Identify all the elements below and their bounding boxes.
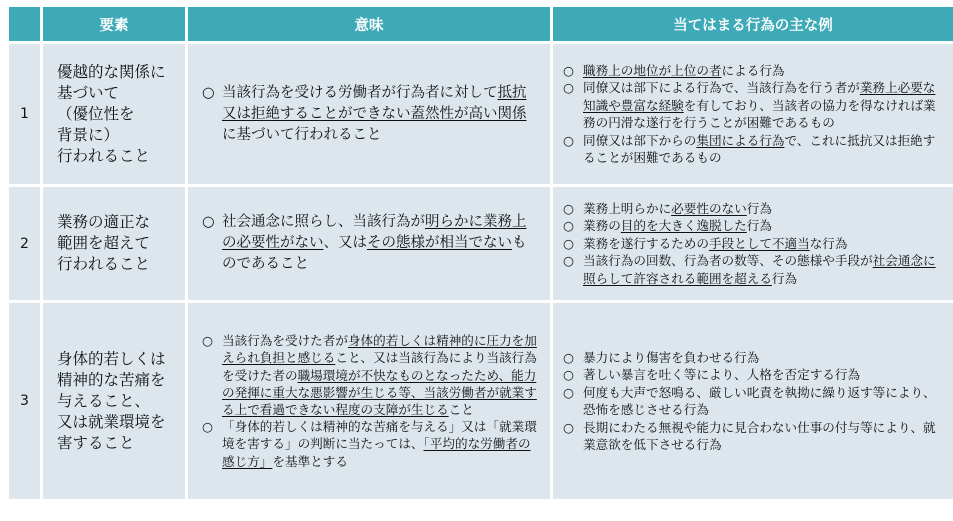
circle-bullet-icon: ○ — [202, 84, 215, 101]
element-line: 業務の適正な — [57, 213, 151, 231]
element-line: 又は就業環境を — [57, 412, 166, 431]
item-text — [583, 235, 947, 253]
element-cell — [43, 44, 185, 184]
text-segment: 、又は — [323, 235, 367, 251]
table-row — [9, 303, 953, 499]
underlined-text: 身体的若しくは精神的に圧力を加えられ負担と感じる — [222, 333, 537, 366]
list-item — [563, 62, 947, 80]
text-segment: 暴力により傷害を負わせる行為 — [583, 349, 760, 365]
text-segment: 行為 — [746, 200, 772, 216]
list-item — [563, 235, 947, 253]
element-line: 優越的な関係に — [57, 62, 166, 81]
text-segment: を基準とする — [272, 453, 348, 469]
meaning-cell — [188, 44, 550, 184]
text-segment: 行為 — [771, 270, 798, 286]
underlined-text: その態様が相当でない — [367, 235, 512, 251]
text-segment: を有しており、当該者の協力を得なければ業務の円滑な遂行を行うことが困難であるもの — [583, 97, 936, 130]
list-item — [563, 366, 947, 384]
row-number: 3 — [9, 303, 40, 499]
examples-cell — [553, 187, 953, 300]
element-cell — [43, 303, 185, 499]
table-row — [9, 187, 953, 300]
text-segment: 同僚又は部下からの — [583, 132, 697, 148]
text-segment: こと — [448, 402, 474, 417]
item-text — [222, 212, 540, 275]
item-text — [583, 79, 947, 132]
text-segment: による行為 — [721, 62, 785, 78]
element-line: 精神的な苦痛を — [57, 370, 166, 389]
text-segment: 業務上明らかに — [583, 200, 672, 216]
circle-bullet-icon: ○ — [563, 80, 574, 95]
text-segment: 長期にわたる無視や能力に見合わない仕事の付与等により、就業意欲を低下させる行為 — [583, 419, 936, 452]
header-examples: 当てはまる行為の主な例 — [553, 7, 953, 41]
list-item — [563, 200, 947, 218]
element-line: 範囲を超えて — [57, 234, 151, 252]
item-text — [222, 332, 540, 418]
item-text — [583, 366, 947, 384]
list-item — [202, 212, 540, 275]
examples-cell — [553, 44, 953, 184]
list-item — [202, 83, 540, 146]
item-text — [583, 384, 947, 419]
element-line: 害すること — [57, 433, 135, 452]
element-line: 与えること、 — [57, 391, 151, 410]
list-item — [563, 252, 947, 287]
circle-bullet-icon: ○ — [563, 62, 574, 78]
underlined-text: 業務上必要な知識や豊富な経験 — [583, 80, 936, 113]
item-text — [222, 418, 540, 470]
circle-bullet-icon: ○ — [563, 200, 574, 216]
item-text — [583, 252, 947, 287]
underlined-text: 職務上の地位が上位の者 — [583, 62, 722, 78]
item-text — [583, 200, 947, 218]
underlined-text: 職場環境が不快なものとなったため、能力の発揮に重大な悪影響が生じる等、当該労働者が就業する上で看過できない程度の支障が生じる — [222, 367, 537, 417]
underlined-text: 「平均的な労働者の感じ方」 — [222, 436, 531, 469]
element-line: 行われること — [57, 146, 151, 165]
meaning-cell — [188, 187, 550, 300]
text-segment: 当該行為を受ける労働者が行為者に対して — [222, 84, 498, 101]
text-segment: な行為 — [809, 235, 848, 251]
header-number — [9, 7, 40, 41]
element-line: 行われること — [57, 255, 151, 273]
examples-cell — [553, 303, 953, 499]
text-segment: に基づいて行われること — [222, 126, 382, 143]
circle-bullet-icon: ○ — [563, 218, 574, 234]
circle-bullet-icon: ○ — [563, 367, 574, 382]
underlined-text: 必要性のない — [671, 200, 747, 216]
underlined-text: 手段として不適当 — [708, 235, 810, 251]
row-number: 1 — [9, 44, 40, 184]
circle-bullet-icon: ○ — [563, 253, 574, 269]
text-segment: 社会通念に照らし、当該行為が — [222, 214, 425, 230]
list-item — [563, 217, 947, 235]
element-line: 背景に） — [57, 125, 120, 144]
circle-bullet-icon: ○ — [563, 419, 574, 435]
list-item — [563, 79, 947, 132]
element-line: （優位性を — [57, 104, 135, 123]
underlined-text: 目的を大きく逸脱した — [620, 218, 747, 234]
list-item — [563, 419, 947, 454]
underlined-text: 社会通念に照らして許容される範囲を超える — [583, 253, 936, 286]
item-text — [583, 419, 947, 454]
circle-bullet-icon: ○ — [202, 333, 213, 349]
list-item — [202, 332, 540, 418]
header-element: 要素 — [43, 7, 185, 41]
text-segment: 「身体的若しくは精神的な苦痛を与える」又は「就業環境を害する」の判断に当たっては、 — [222, 419, 537, 452]
list-item — [563, 132, 947, 167]
text-segment: で、これに抵抗又は拒絶することが困難であるもの — [583, 132, 936, 165]
circle-bullet-icon: ○ — [563, 384, 574, 400]
circle-bullet-icon: ○ — [563, 349, 574, 365]
text-segment: 同僚又は部下による行為で、当該行為を行う者が — [583, 80, 860, 95]
header-meaning: 意味 — [188, 7, 550, 41]
text-segment: こと、又は当該行為により当該行為を受けた者の — [222, 350, 537, 383]
list-item — [563, 384, 947, 419]
circle-bullet-icon: ○ — [563, 132, 574, 148]
item-text — [583, 217, 947, 235]
text-segment: 何度も大声で怒鳴る、厳しい叱責を執拗に繰り返す等により、恐怖を感じさせる行為 — [583, 384, 936, 417]
text-segment: 当該行為を受けた者が — [222, 333, 348, 349]
header-row — [9, 7, 953, 41]
item-text — [583, 132, 947, 167]
list-item — [202, 418, 540, 470]
power-harassment-table — [6, 4, 953, 502]
underlined-text: 集団による行為 — [696, 132, 785, 148]
text-segment: 業務の — [583, 218, 621, 234]
underlined-text: 明らかに業務上の必要性がない — [222, 214, 527, 251]
text-segment: 当該行為の回数、行為者の数等、その態様や手段が — [583, 253, 873, 269]
list-item — [563, 349, 947, 367]
circle-bullet-icon: ○ — [563, 235, 574, 251]
element-line: 身体的若しくは — [57, 349, 166, 368]
text-segment: 行為 — [746, 218, 772, 234]
underlined-text: 抵抗又は拒絶することができない蓋然性が高い関係 — [222, 84, 527, 122]
element-cell — [43, 187, 185, 300]
item-text — [222, 83, 540, 146]
circle-bullet-icon: ○ — [202, 419, 213, 435]
meaning-cell — [188, 303, 550, 499]
text-segment: 業務を遂行するための — [583, 235, 709, 251]
circle-bullet-icon: ○ — [202, 214, 215, 230]
element-line: 基づいて — [57, 83, 120, 102]
text-segment: ものであること — [222, 235, 527, 272]
table-row — [9, 44, 953, 184]
item-text — [583, 62, 947, 80]
text-segment: 著しい暴言を吐く等により、人格を否定する行為 — [583, 367, 861, 382]
row-number: 2 — [9, 187, 40, 300]
item-text — [583, 349, 947, 367]
